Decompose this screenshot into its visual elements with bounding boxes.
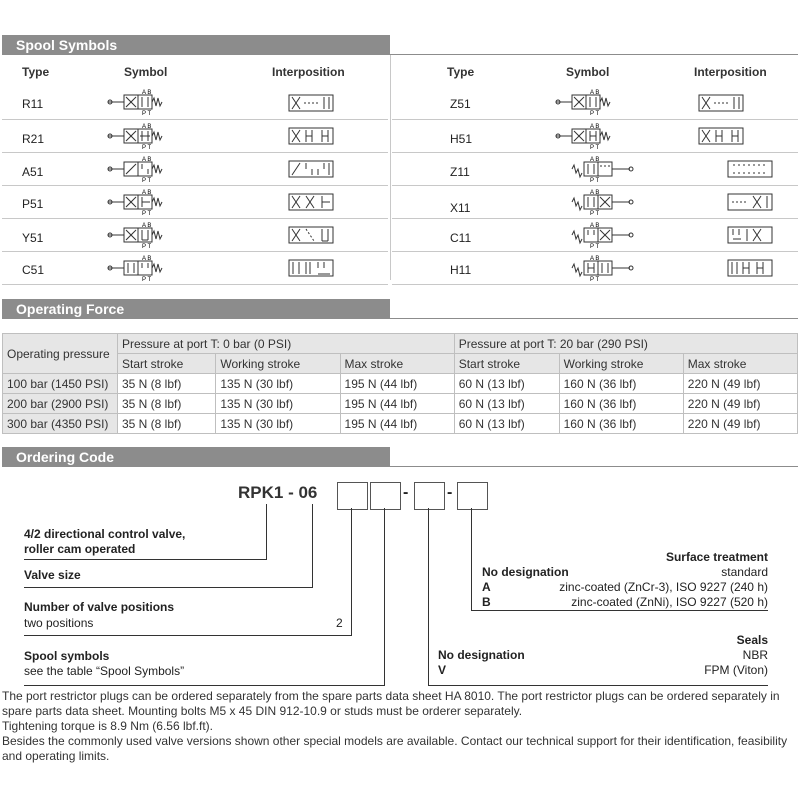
connector-line [24,685,385,686]
spool-code-c51: C51 [22,263,45,277]
interposition-c51-icon [288,259,334,277]
symbol-header-left: Symbol [124,65,168,79]
port-label-top: A B [142,157,152,163]
spool-code-c11: C11 [450,231,472,245]
interposition-h11-icon [727,259,773,277]
table-cell: 220 N (49 lbf) [683,414,797,434]
port-label-bottom: P T [590,178,600,183]
spool-title: Spool symbols [24,649,110,663]
table-cell: 195 N (44 lbf) [340,394,454,414]
surface-code-a: A [482,580,491,594]
interposition-c11-icon [727,226,773,244]
type-header-left: Type [22,65,50,79]
ordering-code-header: Ordering Code [2,447,390,467]
valve-type-label-2: roller cam operated [24,542,136,556]
table-cell: 160 N (36 lbf) [559,414,683,434]
spool-code-r21: R21 [22,132,45,146]
header-rule [2,318,798,319]
connector-line [428,508,429,686]
port-label-top: A B [142,256,152,262]
port-label-bottom: P T [590,277,600,282]
surface-code-b: B [482,595,491,609]
table-cell: 135 N (30 lbf) [216,414,340,434]
port-label-top: A B [590,157,600,163]
seals-no-designation: No designation [438,648,525,662]
sub-header: Start stroke [118,354,216,374]
spool-code-z51: Z51 [450,97,471,111]
code-dash: - [403,484,409,501]
table-row [3,394,798,414]
port-label-bottom: P T [142,145,152,150]
note-paragraph: Tightening torque is 8.9 Nm (6.56 lbf.ft). [2,719,213,733]
row-divider [2,185,388,186]
valve-symbol-icon [106,88,172,116]
table-row [3,414,798,434]
table-subheader-row [3,354,798,374]
operating-force-table [2,333,798,434]
port-label-top: A B [590,90,600,96]
valve-type-label: 4/2 directional control valve, [24,527,186,541]
interposition-a51-icon [288,160,334,178]
port-label-top: A B [590,190,600,196]
sub-header: Start stroke [454,354,559,374]
port-label-top: A B [590,124,600,130]
row-divider [2,251,388,252]
note-paragraph: The port restrictor plugs can be ordered separately from the spare parts data sheet HA 8010. The port restrictor plugs can be ordered separately in spare parts data sheet. Mounting bolts M5 x 45 DIN 912-10.9 or studs must be orderer separately. [2,689,780,718]
row-divider [392,218,798,219]
code-box-spool [370,482,401,510]
spool-code-h11: H11 [450,263,472,277]
connector-line [471,610,768,611]
table-cell: 100 bar (1450 PSI) [3,374,118,394]
port-label-top: A B [142,124,152,130]
interposition-y51-icon [288,226,334,244]
spool-code-y51: Y51 [22,231,44,245]
spool-code-h51: H51 [450,132,473,146]
seals-code-v: V [438,663,447,677]
table-cell: 160 N (36 lbf) [559,394,683,414]
code-dash: - [447,484,453,501]
connector-line [384,508,385,686]
table-header-row [3,334,798,354]
row-divider [2,152,388,153]
seals-value-v: FPM (Viton) [704,663,768,677]
spool-code-z11: Z11 [450,165,470,179]
row-divider [392,185,798,186]
group-header-0bar: Pressure at port T: 0 bar (0 PSI) [118,334,455,354]
table-cell: 200 bar (2900 PSI) [3,394,118,414]
code-box-positions [337,482,368,510]
positions-code: 2 [336,616,343,630]
valve-symbol-icon [570,221,636,249]
table-cell: 160 N (36 lbf) [559,374,683,394]
port-label-bottom: P T [142,244,152,249]
row-divider [2,284,388,285]
row-divider [392,251,798,252]
sub-header: Working stroke [559,354,683,374]
port-label-bottom: P T [142,211,152,216]
connector-line [24,559,267,560]
row-divider [392,119,798,120]
connector-line [266,504,267,560]
surface-value-b: zinc-coated (ZnNi), ISO 9227 (520 h) [571,595,768,609]
port-label-bottom: P T [142,178,152,183]
connector-line [24,587,313,588]
spool-symbols-header: Spool Symbols [2,35,390,55]
sub-header: Max stroke [340,354,454,374]
valve-symbol-icon [554,88,620,116]
type-header-right: Type [447,65,475,79]
group-header-20bar: Pressure at port T: 20 bar (290 PSI) [454,334,797,354]
connector-line [428,685,768,686]
port-label-top: A B [142,90,152,96]
table-cell: 35 N (8 lbf) [118,394,216,414]
table-cell: 60 N (13 lbf) [454,414,559,434]
sub-header: Max stroke [683,354,797,374]
port-label-bottom: P T [142,111,152,116]
code-box-seals [414,482,445,510]
table-cell: 195 N (44 lbf) [340,414,454,434]
valve-symbol-icon [106,155,172,183]
valve-symbol-icon [570,188,636,216]
valve-symbol-icon [106,188,172,216]
table-cell: 60 N (13 lbf) [454,394,559,414]
row-divider [2,119,388,120]
ordering-code-prefix: RPK1 - 06 [238,483,318,502]
table-cell: 135 N (30 lbf) [216,374,340,394]
operating-pressure-header: Operating pressure [3,334,118,374]
table-cell: 220 N (49 lbf) [683,374,797,394]
surface-value-a: zinc-coated (ZnCr-3), ISO 9227 (240 h) [559,580,768,594]
connector-line [471,508,472,611]
valve-symbol-icon [106,221,172,249]
table-cell: 300 bar (4350 PSI) [3,414,118,434]
table-cell: 35 N (8 lbf) [118,374,216,394]
port-label-top: A B [590,256,600,262]
spool-code-a51: A51 [22,165,44,179]
code-box-surface [457,482,488,510]
positions-title: Number of valve positions [24,600,175,614]
connector-line [351,508,352,636]
valve-symbol-icon [106,254,172,282]
spool-code-r11: R11 [22,97,44,111]
port-label-top: A B [142,190,152,196]
table-cell: 60 N (13 lbf) [454,374,559,394]
connector-line [312,504,313,588]
table-cell: 195 N (44 lbf) [340,374,454,394]
table-row [3,374,798,394]
interposition-z51-icon [698,94,744,112]
valve-symbol-icon [554,122,620,150]
interposition-p51-icon [288,193,334,211]
valve-symbol-icon [570,254,636,282]
sub-header: Working stroke [216,354,340,374]
note-paragraph: Besides the commonly used valve versions shown other special models are available. Contact our technical support for their identification, feasibility and operating limits. [2,734,788,763]
table-cell: 35 N (8 lbf) [118,414,216,434]
valve-size-label: Valve size [24,568,81,582]
row-divider [2,218,388,219]
interposition-r11-icon [288,94,334,112]
spool-value: see the table “Spool Symbols” [24,664,185,678]
port-label-top: A B [590,223,600,229]
header-rule [2,466,798,467]
table-cell: 220 N (49 lbf) [683,394,797,414]
interposition-z11-icon [727,160,773,178]
row-divider [392,152,798,153]
notes [2,689,792,764]
header-rule [2,54,798,55]
port-label-bottom: P T [590,145,600,150]
column-divider [390,55,391,280]
valve-symbol-icon [570,155,636,183]
table-cell: 135 N (30 lbf) [216,394,340,414]
positions-value: two positions [24,616,94,630]
seals-title: Seals [736,633,768,647]
symbol-header-right: Symbol [566,65,610,79]
row-divider [392,284,798,285]
port-label-top: A B [142,223,152,229]
interposition-x11-icon [727,193,773,211]
interposition-header-right: Interposition [694,65,767,79]
port-label-bottom: P T [142,277,152,282]
surface-standard: standard [721,565,768,579]
spool-code-x11: X11 [450,201,471,215]
port-label-bottom: P T [590,244,600,249]
port-label-bottom: P T [590,111,600,116]
surface-no-designation: No designation [482,565,569,579]
port-label-bottom: P T [590,211,600,216]
interposition-header-left: Interposition [272,65,345,79]
operating-force-header: Operating Force [2,299,390,319]
valve-symbol-icon [106,122,172,150]
seals-nbr: NBR [742,648,768,662]
surface-title: Surface treatment [665,550,768,564]
interposition-r21-icon [288,127,334,145]
connector-line [24,635,352,636]
spool-code-p51: P51 [22,197,44,211]
interposition-h51-icon [698,127,744,145]
